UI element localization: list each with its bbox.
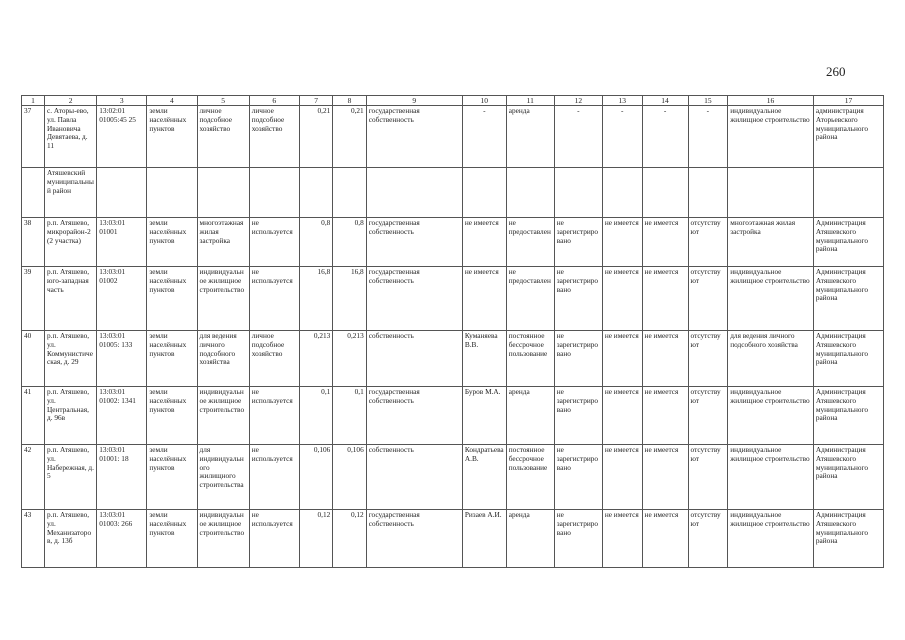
table-cell: земли населённых пунктов	[147, 510, 197, 568]
table-cell	[333, 168, 366, 218]
table-row	[22, 387, 884, 445]
table-cell: не используется	[249, 218, 299, 267]
table-row	[22, 168, 884, 218]
table-cell: 42	[22, 445, 45, 510]
table-cell: отсутствуют	[688, 445, 728, 510]
table-cell: аренда	[506, 106, 554, 168]
table-cell: -	[602, 106, 642, 168]
table-cell: 0,21	[299, 106, 332, 168]
table-cell: не имеется	[642, 445, 688, 510]
table-cell: р.п. Атяшево, ул. Коммунистическая, д. 29	[44, 331, 96, 387]
table-cell	[688, 168, 728, 218]
table-row	[22, 218, 884, 267]
table-cell: Администрация Атяшевского муниципального района	[813, 510, 883, 568]
table-cell: администрация Аторьевского муниципального района	[813, 106, 883, 168]
table-cell: 0,12	[333, 510, 366, 568]
table-cell: Ризаев А.И.	[462, 510, 506, 568]
table-cell: не имеется	[642, 387, 688, 445]
table-cell: государственная собственность	[366, 267, 462, 331]
table-cell: р.п. Атяшево, ул. Набережная, д. 5	[44, 445, 96, 510]
table-cell: р.п. Атяшево, ул. Механизаторов, д. 13б	[44, 510, 96, 568]
table-cell: Администрация Атяшевского муниципального района	[813, 331, 883, 387]
table-cell: не зарегистрировано	[554, 218, 602, 267]
table-cell: не предоставлен	[506, 218, 554, 267]
table-cell: не имеется	[642, 267, 688, 331]
table-cell: не имеется	[642, 510, 688, 568]
table-cell: многоэтажная жилая застройка	[197, 218, 249, 267]
column-number: 14	[642, 96, 688, 106]
table-cell: 40	[22, 331, 45, 387]
table-cell	[197, 168, 249, 218]
table-cell: 0,8	[333, 218, 366, 267]
table-cell: 0,8	[299, 218, 332, 267]
table-cell	[728, 168, 814, 218]
table-cell: аренда	[506, 387, 554, 445]
column-number: 17	[813, 96, 883, 106]
table-cell	[602, 168, 642, 218]
table-cell	[813, 168, 883, 218]
table-cell: земли населённых пунктов	[147, 106, 197, 168]
table-cell: 13:02:01 01005:45 25	[97, 106, 147, 168]
table-cell: индивидуальное жилищное строительство	[728, 267, 814, 331]
table-cell: не имеется	[642, 331, 688, 387]
table-cell: индивидуальное жилищное строительство	[197, 510, 249, 568]
table-cell: аренда	[506, 510, 554, 568]
table-cell: р.п. Атяшево, микрорайон-2 (2 участка)	[44, 218, 96, 267]
table-cell: не используется	[249, 267, 299, 331]
table-cell: не зарегистрировано	[554, 331, 602, 387]
table-cell: индивидуальное жилищное строительство	[197, 267, 249, 331]
column-number: 11	[506, 96, 554, 106]
table-cell: 13:03:01 01001: 18	[97, 445, 147, 510]
table-cell	[366, 168, 462, 218]
table-cell: индивидуальное жилищное строительство	[728, 387, 814, 445]
table-cell: не имеется	[602, 445, 642, 510]
column-number: 3	[97, 96, 147, 106]
table-cell	[249, 168, 299, 218]
table-cell: 0,213	[333, 331, 366, 387]
table-row	[22, 106, 884, 168]
table-cell: земли населённых пунктов	[147, 387, 197, 445]
table-cell: -	[554, 106, 602, 168]
table-row	[22, 267, 884, 331]
table-cell: 0,106	[299, 445, 332, 510]
table-cell: отсутствуют	[688, 331, 728, 387]
table-cell: не имеется	[602, 510, 642, 568]
table-cell: постоянное бессрочное пользование	[506, 331, 554, 387]
table-cell: 13:03:01 01001	[97, 218, 147, 267]
table-cell: не зарегистрировано	[554, 387, 602, 445]
table-header-row	[22, 96, 884, 106]
table-cell: не имеется	[602, 267, 642, 331]
table-cell: личное подсобное хозяйство	[197, 106, 249, 168]
table-cell	[97, 168, 147, 218]
column-number: 7	[299, 96, 332, 106]
table-cell: 43	[22, 510, 45, 568]
table-cell: не имеется	[462, 267, 506, 331]
table-cell: собственность	[366, 331, 462, 387]
table-cell: 38	[22, 218, 45, 267]
land-plots-table	[21, 95, 884, 568]
table-cell: 13:03:01 01003: 266	[97, 510, 147, 568]
table-cell: индивидуальное жилищное строительство	[197, 387, 249, 445]
table-cell: 41	[22, 387, 45, 445]
table-cell: не имеется	[602, 218, 642, 267]
column-number: 9	[366, 96, 462, 106]
table-cell: индивидуальное жилищное строительство	[728, 106, 814, 168]
table-cell	[299, 168, 332, 218]
table-cell: собственность	[366, 445, 462, 510]
table-cell: отсутствуют	[688, 510, 728, 568]
table-cell: не используется	[249, 387, 299, 445]
table-cell: не зарегистрировано	[554, 510, 602, 568]
table-cell: не имеется	[602, 387, 642, 445]
table-cell: 37	[22, 106, 45, 168]
table-cell: 0,1	[299, 387, 332, 445]
column-number: 13	[602, 96, 642, 106]
table-cell: Буров М.А.	[462, 387, 506, 445]
table-cell: р.п. Атяшево, юго-западная часть	[44, 267, 96, 331]
table-cell: не имеется	[462, 218, 506, 267]
table-cell: не используется	[249, 510, 299, 568]
table-cell: для индивидуального жилищного строительства	[197, 445, 249, 510]
table-cell: Администрация Атяшевского муниципального района	[813, 267, 883, 331]
table-cell	[147, 168, 197, 218]
table-cell: не имеется	[642, 218, 688, 267]
table-cell: 0,1	[333, 387, 366, 445]
table-cell: -	[688, 106, 728, 168]
column-number: 8	[333, 96, 366, 106]
table-cell: для ведения личного подсобного хозяйства	[728, 331, 814, 387]
table-cell	[642, 168, 688, 218]
table-cell	[554, 168, 602, 218]
column-number: 12	[554, 96, 602, 106]
table-cell: личное подсобное хозяйство	[249, 106, 299, 168]
table-cell: земли населённых пунктов	[147, 267, 197, 331]
page-number: 260	[826, 64, 846, 79]
table-cell	[462, 168, 506, 218]
table-row	[22, 445, 884, 510]
table-cell: -	[462, 106, 506, 168]
table-cell: 39	[22, 267, 45, 331]
table-cell: государственная собственность	[366, 106, 462, 168]
table-cell: Атяшевский муниципальный район	[44, 168, 96, 218]
table-cell: отсутствуют	[688, 387, 728, 445]
table-cell: индивидуальное жилищное строительство	[728, 510, 814, 568]
table-cell: земли населённых пунктов	[147, 218, 197, 267]
table-cell: не зарегистрировано	[554, 267, 602, 331]
table-cell: 0,12	[299, 510, 332, 568]
table-cell: 13:03:01 01002	[97, 267, 147, 331]
table-cell: постоянное бессрочное пользование	[506, 445, 554, 510]
table-cell: отсутствуют	[688, 218, 728, 267]
table-cell: Администрация Атяшевского муниципального района	[813, 218, 883, 267]
column-number: 5	[197, 96, 249, 106]
table-cell: р.п. Атяшево, ул. Центральная, д. 96в	[44, 387, 96, 445]
table-cell: с. Аторы-ево, ул. Павла Ивановича Девятаева, д. 11	[44, 106, 96, 168]
table-cell: 0,213	[299, 331, 332, 387]
table-cell	[506, 168, 554, 218]
column-number: 1	[22, 96, 45, 106]
table-cell: Администрация Атяшевского муниципального района	[813, 387, 883, 445]
table-cell: государственная собственность	[366, 510, 462, 568]
table-cell: государственная собственность	[366, 218, 462, 267]
column-number: 6	[249, 96, 299, 106]
table-cell: Администрация Атяшевского муниципального района	[813, 445, 883, 510]
table-cell: не имеется	[602, 331, 642, 387]
table-cell: не предоставлен	[506, 267, 554, 331]
table-cell: государственная собственность	[366, 387, 462, 445]
table-cell: многоэтажная жилая застройка	[728, 218, 814, 267]
table-cell: индивидуальное жилищное строительство	[728, 445, 814, 510]
table-cell: не используется	[249, 445, 299, 510]
column-number: 15	[688, 96, 728, 106]
table-cell: 16,8	[333, 267, 366, 331]
table-row	[22, 331, 884, 387]
table-cell: отсутствуют	[688, 267, 728, 331]
table-cell: не зарегистрировано	[554, 445, 602, 510]
table-cell: для ведения личного подсобного хозяйства	[197, 331, 249, 387]
table-cell: Кондратьева А.В.	[462, 445, 506, 510]
column-number: 4	[147, 96, 197, 106]
table-cell: -	[642, 106, 688, 168]
table-row	[22, 510, 884, 568]
table-cell: 0,21	[333, 106, 366, 168]
table-cell: 13:03:01 01005: 133	[97, 331, 147, 387]
table-cell: 0,106	[333, 445, 366, 510]
table-cell	[22, 168, 45, 218]
column-number: 10	[462, 96, 506, 106]
table-cell: 13:03:01 01002: 1341	[97, 387, 147, 445]
table-cell: земли населённых пунктов	[147, 331, 197, 387]
table-cell: 16,8	[299, 267, 332, 331]
table-cell: Куманяева В.В.	[462, 331, 506, 387]
column-number: 2	[44, 96, 96, 106]
column-number: 16	[728, 96, 814, 106]
table-cell: земли населённых пунктов	[147, 445, 197, 510]
table-cell: личное подсобное хозяйство	[249, 331, 299, 387]
